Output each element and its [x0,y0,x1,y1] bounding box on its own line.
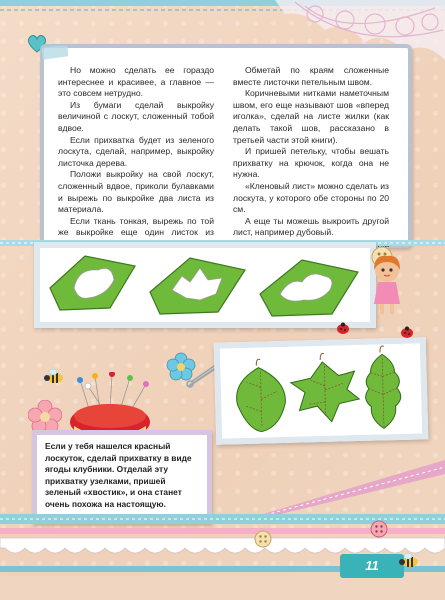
paragraph: Если ткань тонкая, вырежь по той же выкройке еще один листок из [58,215,214,238]
right-text-column [233,65,389,262]
ladybug-icon [336,322,350,334]
left-text-column [58,65,214,251]
paragraph: Положи выкройку на свой лоскут, сложенный вдвое, приколи булавками и вырежь по выкройке два листа из материала. [58,169,214,215]
paragraph: Но можно сделать ее гораздо интереснее и красивее, а главное — это совсем нетрудно. [58,65,214,99]
paragraph: Если прихватка будет из зеленого лоскута, сделай, например, выкройку листочка дерева. [58,134,214,168]
paragraph: Коричневыми нитками наметочным швом, его еще называют шов «вперед иголка», сделай на листе жилки (как делать такой шов, рассказано в третьей части этой книги). [233,88,389,145]
instructions-card [40,44,412,248]
bee-icon [398,552,420,568]
leaf-potholders-illustration [220,343,422,438]
leaf-templates-illustration [40,248,370,322]
tape-icon [42,46,68,60]
paragraph: Из бумаги сделай выкройку величиной с лоскут, сложенный тобой вдвое. [58,99,214,133]
stitched-ribbon [250,440,445,520]
paragraph: А еще ты можешь выкроить другой лист, например дубовый. [233,215,389,238]
templates-photo [34,242,376,328]
ladybug-icon [400,326,414,338]
tip-card [32,430,212,524]
paragraph: Обметай по краям сложенные вместе листочки петельным швом. [233,65,389,87]
button-icon [370,520,388,538]
paragraph: И пришей петельку, чтобы вешать прихватку на крючок, когда она не нужна. [233,146,389,180]
flower-icon [28,400,62,434]
button-icon [254,530,272,548]
tip-text: Если у тебя нашелся красный лоскуток, сделай прихватку в виде ягоды клубники. Отделай эту прихватку узелками, пришей зеленый «хвостик», и она станет очень похожа на настоящую. [45,441,192,509]
doll-icon [366,254,408,316]
page-number: 11 [365,558,379,573]
paragraph: «Кленовый лист» можно сделать из лоскута, у которого обе стороны по 20 см. [233,180,389,215]
finished-leaves-photo [214,337,429,445]
